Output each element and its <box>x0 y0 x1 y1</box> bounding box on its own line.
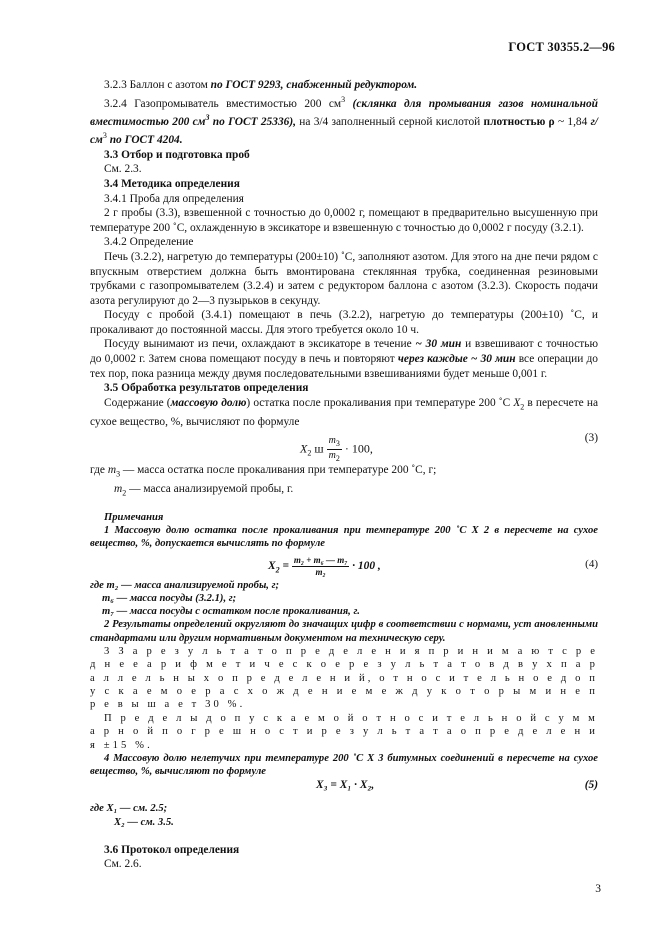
note-1-where-m6: m₆ — масса посуды (3.2.1), г; <box>102 592 237 604</box>
where-m2: $m_2$ — масса анализируемой пробы, г. <box>114 483 294 498</box>
formula-4: $X_2$ = $\frac{\text{m₂ + m₆ — m₇}}{\text{m₂}}$ · 100 , (4) <box>268 554 598 577</box>
section-3-5-title: 3.5 Обработка результатов определения <box>104 382 309 395</box>
document-body <box>90 78 598 872</box>
note-2: 2 Результаты определений округляют до значащих цифр в соответствии с нормами, уст ановленными стандартами или другим нормативным документом на техническую серу. <box>90 619 598 644</box>
section-3-6-title: 3.6 Протокол определения <box>104 843 240 856</box>
formula-3: $X_2$ ш $\frac{m_3}{m_2}$ · 100, (3) <box>300 432 598 464</box>
note-3b: П р е д е л ы д о п у с к а е м о й о т н о с и т е л ь н о й с у м м а р н о й п о г р е ш н о с т и р е з у л ь т а т а о п р е д е л е н и я ±15 %. <box>90 712 598 751</box>
clause-3-4-2-para1: Печь (3.2.2), нагретую до температуры (200±10) ˚С, заполняют азотом. Для этого на дне печи рядом с впускным отверстием должна быть вмонтирована стеклянная трубка, соединенная резиновыми трубками с газопромывателем (3.2.4) и затем с редуктором баллона с азотом (3.2.3). Скорость подачи азота регулируют до 2—3 пузырьков в секунду. <box>90 250 598 307</box>
formula-5: X₃ = X₁ · X₂, (5) <box>316 779 598 792</box>
section-3-4-title: 3.4 Методика определения <box>104 177 240 190</box>
note-4-where-x2: X₂ — см. 3.5. <box>114 816 174 828</box>
where-m3: где $m_3$ — масса остатка после прокаливания при температуре 200 ˚С, г; <box>90 464 437 479</box>
page-number: 3 <box>595 883 601 895</box>
clause-3-4-2-title: 3.4.2 Определение <box>104 236 194 249</box>
note-4: 4 Массовую долю нелетучих при температуре 200 ˚С X 3 битумных соединений в пересчете на сухое вещество, %, вычисляют по формуле <box>90 752 598 778</box>
section-3-5-intro: Содержание (массовую долю) остатка после прокаливания при температуре 200 ˚С $X_2$ в пересчете на сухое вещество, %, вычисляют по формуле <box>90 396 598 428</box>
section-3-3-title: 3.3 Отбор и подготовка проб <box>104 148 250 161</box>
note-4-where-x1: где X₁ — см. 2.5; <box>90 803 168 815</box>
clause-3-4-2-para3: Посуду вынимают из печи, охлаждают в эксикаторе в течение ~ 30 мин и взвешивают с точностью до 0,0002 г. Затем снова помещают посуду в печь и повторяют через каждые ~ 30 мин все операции до тех пор, пока разница между двумя последовательными взвешиваниями будет меньше 0,001 г. <box>90 338 598 380</box>
clause-3-2-3: 3.2.3 Баллон с азотом по ГОСТ 9293, снабженный редуктором. <box>104 79 418 91</box>
clause-3-4-2-para2: Посуду с пробой (3.4.1) помещают в печь (3.2.2), нагретую до температуры (200±10) ˚С, и прокаливают до постоянной массы. Для этого требуется около 10 ч. <box>90 309 598 336</box>
section-3-6-body: См. 2.6. <box>104 858 142 871</box>
standard-header: ГОСТ 30355.2—96 <box>508 40 615 54</box>
note-1-where-m7: m₇ — масса посуды с остатком после прокаливания, г. <box>102 606 360 618</box>
clause-3-2-4: 3.2.4 Газопромыватель вместимостью 200 $см^3$ (склянка для промывания газов номинальной вместимостью 200 $см^3$ по ГОСТ 25336), на 3/4 заполненный серной кислотой плотностью ρ ~ 1,84 $г/см^3$ по ГОСТ 4204. <box>90 94 598 147</box>
note-1-where-m2: где m₂ — масса анализируемой пробы, г; <box>90 579 280 591</box>
section-3-3-body: См. 2.3. <box>104 163 142 176</box>
note-3: 3 З а р е з у л ь т а т о п р е д е л е н и я п р и н и м а ю т с р е д н е е а р и ф м е т и ч е с к о е р е з у л ь т а т о в д в у х п а р а л л е л ь н ы х о п р е д е л е н и й, о т н о с и т е л ь н о е д о п у с к а е м о е р а с х о ж д е н и е м е ж д у к о т о р ы м и н е п р е в ы ш а е т 30 %. <box>90 645 598 711</box>
clause-3-4-1-body: 2 г пробы (3.3), взвешенной с точностью до 0,0002 г, помещают в предварительно высушенную при температуре 200 ˚С, охлажденную в эксикаторе и взвешенную с точностью до 0,0002 г посуду (3.2.1). <box>90 207 598 234</box>
clause-3-4-1-title: 3.4.1 Проба для определения <box>104 192 244 205</box>
notes-title: Примечания <box>104 512 164 524</box>
note-1: 1 Массовую долю остатка после прокаливания при температуре 200 ˚С X 2 в пересчете на сухое вещество, %, допускается вычислять по формуле <box>90 525 598 550</box>
